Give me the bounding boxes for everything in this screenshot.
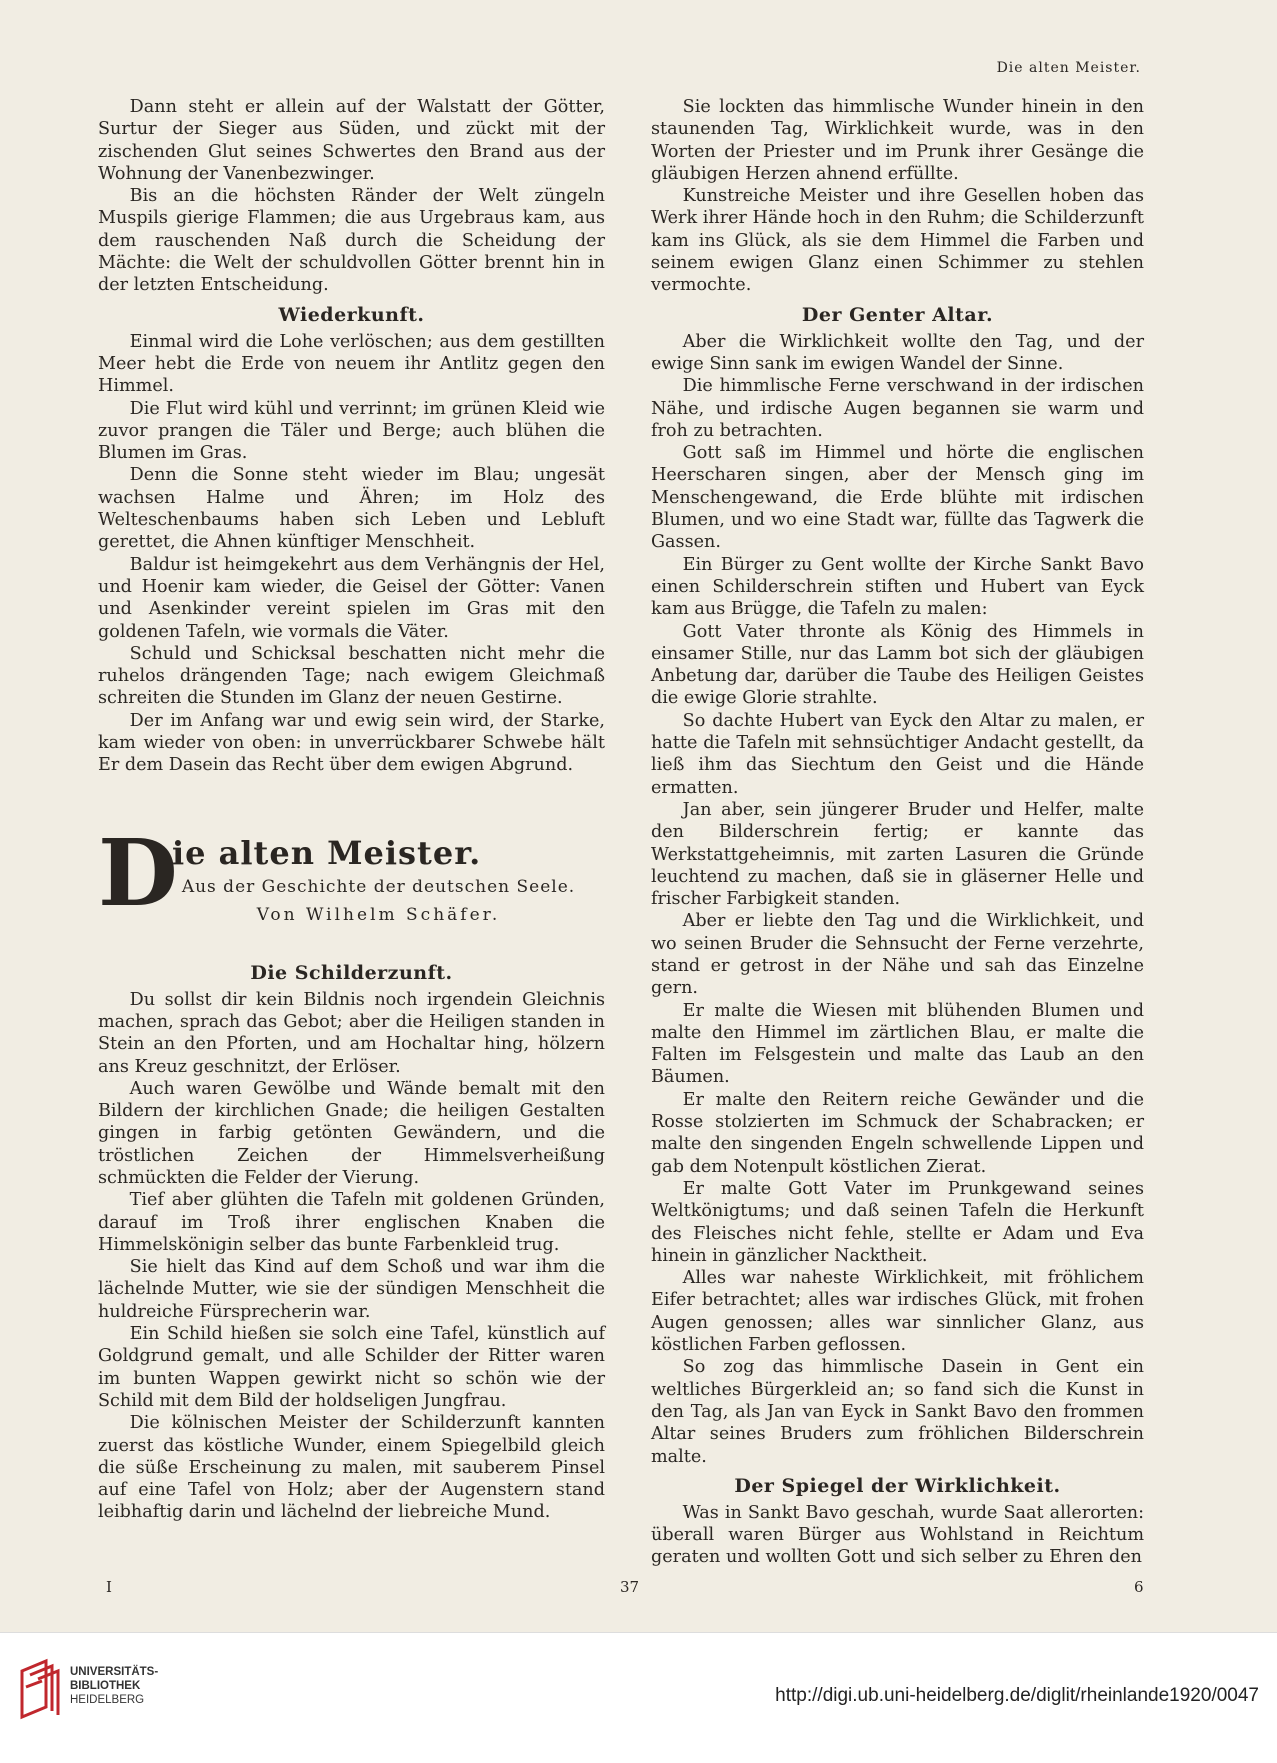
logo-line: UNIVERSITÄTS- xyxy=(70,1666,159,1678)
logo-line: BIBLIOTHEK xyxy=(70,1680,141,1692)
article-title: ie alten Meister. xyxy=(172,833,482,872)
library-footer-bar xyxy=(0,1632,1277,1763)
signature-mark-right: 6 xyxy=(1134,1578,1144,1596)
paragraph: Ein Schild hießen sie solch eine Tafel, künstlich auf Goldgrund gemalt, und alle Schilder der Ritter waren im bunten Wappen gewirkt nicht so schön wie der Schild mit dem Bild der holdseligen Jungfrau. xyxy=(98,1324,605,1411)
paragraph: Alles war naheste Wirklichkeit, mit fröhlichem Eifer betrachtet; alles war irdisches Glück, mit frohen Augen genossen; alles war sinnlicher Glanz, aus köstlichen Farben geflossen. xyxy=(651,1268,1144,1356)
paragraph: So zog das himmlische Dasein in Gent ein weltliches Bürgerkleid an; so fand sich die Kunst in den Tag, als Jan van Eyck in Sankt Bavo den frommen Altar seines Bruders zum fröhlichen Bilderschrein malte. xyxy=(651,1357,1144,1467)
section-heading-wiederkunft: Wiederkunft. xyxy=(278,303,425,326)
paragraph: Jan aber, sein jüngerer Bruder und Helfer, malte den Bilderschrein fertig; er kannte das Werkstattgeheimnis, mit zarten Lasuren die Gründe leuchtend zu machen, daß sie in gläserner Helle und frischer Farbigkeit standen. xyxy=(651,799,1144,910)
paragraph: Auch waren Gewölbe und Wände bemalt mit den Bildern der kirchlichen Gnade; die heiligen Gestalten gingen in farbig getönten Gewändern, und die tröstlichen Zeichen der Himmelsverheißung schmückten die Felder der Vierung. xyxy=(98,1078,605,1188)
article-subtitle: Aus der Geschichte der deutschen Seele. xyxy=(181,876,576,897)
paragraph: So dachte Hubert van Eyck den Altar zu malen, er hatte die Tafeln mit sehnsüchtiger Andacht gestellt, da ließ ihm das Siechtum den Geist und die Hände ermatten. xyxy=(651,710,1144,798)
paragraph: Er malte den Reitern reiche Gewänder und die Rosse stolzierten im Schmuck der Schabracken; er malte den singenden Engeln schwellende Lippen und gab dem Notenpult köstlichen Zierat. xyxy=(651,1089,1144,1177)
paragraph: Sie lockten das himmlische Wunder hinein in den staunenden Tag, Wirklichkeit wurde, was in den Worten der Priester und im Prunk ihrer Gesänge die gläubigen Herzen ahnend erfüllte. xyxy=(651,97,1144,184)
right-column xyxy=(651,96,1144,1569)
section-heading-genter-altar: Der Genter Altar. xyxy=(801,303,994,326)
paragraph: Du sollst dir kein Bildnis noch irgendein Gleichnis machen, sprach das Gebot; aber die Heiligen standen in Stein an den Pforten, und am Hochaltar hing, hölzern ans Kreuz geschnitzt, der Erlöser. xyxy=(98,989,605,1077)
paragraph: Denn die Sonne steht wieder im Blau; ungesät wachsen Halme und Ähren; im Holz des Welteschenbaums haben sich Leben und Lebluft gerettet, die Ahnen künftiger Menschheit. xyxy=(98,465,605,553)
paragraph: Was in Sankt Bavo geschah, wurde Saat allerorten: überall waren Bürger aus Wohlstand in Reichtum geraten und wollten Gott und sich selber zu Ehren den xyxy=(651,1502,1144,1568)
paragraph: Tief aber glühten die Tafeln mit goldenen Gründen, darauf im Troß ihrer englischen Knaben die Himmelskönigin selber das bunte Farbenkleid trug. xyxy=(98,1190,605,1255)
page-number: 37 xyxy=(620,1578,640,1596)
library-logo[interactable] xyxy=(16,1657,236,1727)
paragraph: Aber er liebte den Tag und die Wirklichkeit, und wo seinen Bruder die Sehnsucht der Ferne verzehrte, stand er getrost in der Nähe und sah das Einzelne gern. xyxy=(651,911,1144,999)
paragraph: Sie hielt das Kind auf dem Schoß und war ihm die lächelnde Mutter, wie sie der sündigen Menschheit die huldreiche Fürsprecherin war. xyxy=(98,1257,605,1322)
drop-cap: D xyxy=(98,818,178,927)
paragraph: Kunstreiche Meister und ihre Gesellen hoben das Werk ihrer Hände hoch in den Ruhm; die Schilderzunft kam ins Glück, als sie dem Himmel die Farben und seinem ewigen Glanz einen Schimmer zu stehlen vermochte. xyxy=(651,186,1144,296)
paragraph: Die kölnischen Meister der Schilderzunft kannten zuerst das köstliche Wunder, einem Spiegelbild gleich die süße Erscheinung zu malen, mit sauberem Pinsel auf eine Tafel von Holz; aber der Augenstern stand leibhaftig darin und lächelnd der liebreiche Mund. xyxy=(98,1413,605,1523)
paragraph: Die Flut wird kühl und verrinnt; im grünen Kleid wie zuvor prangen die Täler und Berge; auch blühen die Blumen im Gras. xyxy=(98,398,605,464)
paragraph: Schuld und Schicksal beschatten nicht mehr die ruhelos drängenden Tage; nach ewigem Gleichmaß schreiten die Stunden im Glanz der neuen Gestirne. xyxy=(98,643,605,709)
paragraph: Bis an die höchsten Ränder der Welt züngeln Muspils gierige Flammen; die aus Urgebraus kam, aus dem rauschenden Naß durch die Scheidung der Mächte: die Welt der schuldvollen Götter brennt hin in der letzten Entscheidung. xyxy=(98,186,605,296)
section-heading-spiegel: Der Spiegel der Wirklichkeit. xyxy=(734,1474,1061,1497)
paragraph: Er malte Gott Vater im Prunkgewand seines Weltkönigtums; und daß seinen Tafeln die Herkunft des Fleisches nicht fehle, stellte er Adam und Eva hinein in gänzlicher Nacktheit. xyxy=(651,1178,1144,1266)
signature-mark-left: I xyxy=(106,1578,112,1596)
paragraph: Er malte die Wiesen mit blühenden Blumen und malte den Himmel im zärtlichen Blau, er malte die Falten im Felsgestein und malte das Laub an den Bäumen. xyxy=(651,1000,1144,1088)
permalink-url[interactable]: http://digi.ub.uni-heidelberg.de/diglit/rheinlande1920/0047 xyxy=(775,1685,1259,1706)
paragraph: Dann steht er allein auf der Walstatt der Götter, Surtur der Sieger aus Süden, und zückt mit der zischenden Glut seines Schwertes den Brand aus der Wohnung der Vanenbezwinger. xyxy=(98,97,605,184)
paragraph: Ein Bürger zu Gent wollte der Kirche Sankt Bavo einen Schilderschrein stiften und Hubert van Eyck kam aus Brügge, die Tafeln zu malen: xyxy=(651,554,1144,620)
paragraph: Der im Anfang war und ewig sein wird, der Starke, kam wieder von oben: in unverrückbarer Schwebe hält Er dem Dasein das Recht über dem ewigen Abgrund. xyxy=(98,710,605,776)
article-author: Von Wilhelm Schäfer. xyxy=(256,904,501,925)
paragraph: Gott Vater thronte als König des Himmels in einsamer Stille, nur das Lamm bot sich der gläubigen Anbetung dar, darüber die Taube des Heiligen Geistes die ewige Glorie strahlte. xyxy=(651,621,1144,709)
paragraph: Einmal wird die Lohe verlöschen; aus dem gestillten Meer hebt die Erde von neuem ihr Antlitz gegen den Himmel. xyxy=(98,331,605,397)
paragraph: Baldur ist heimgekehrt aus dem Verhängnis der Hel, und Hoenir kam wieder, die Geisel der Götter: Vanen und Asenkinder vereint spielen im Gras mit den goldenen Tafeln, wie vormals die Väter. xyxy=(98,554,605,642)
logo-line: HEIDELBERG xyxy=(70,1694,145,1706)
paragraph: Aber die Wirklichkeit wollte den Tag, und der ewige Sinn sank im ewigen Wandel der Sinne. xyxy=(651,331,1144,374)
article-title-block xyxy=(98,818,605,943)
left-column xyxy=(98,96,605,1524)
paragraph: Gott saß im Himmel und hörte die englischen Heerscharen singen, aber der Mensch ging im Menschengewand, die Erde blühte mit irdischen Blumen, und wo eine Stadt war, füllte das Tagwerk die Gassen. xyxy=(651,443,1144,553)
running-head: Die alten Meister. xyxy=(996,60,1141,76)
library-logo-icon xyxy=(16,1657,64,1721)
paragraph: Die himmlische Ferne verschwand in der irdischen Nähe, und irdische Augen begannen sie warm und froh zu betrachten. xyxy=(651,376,1144,441)
section-heading-schilderzunft: Die Schilderzunft. xyxy=(250,961,453,984)
